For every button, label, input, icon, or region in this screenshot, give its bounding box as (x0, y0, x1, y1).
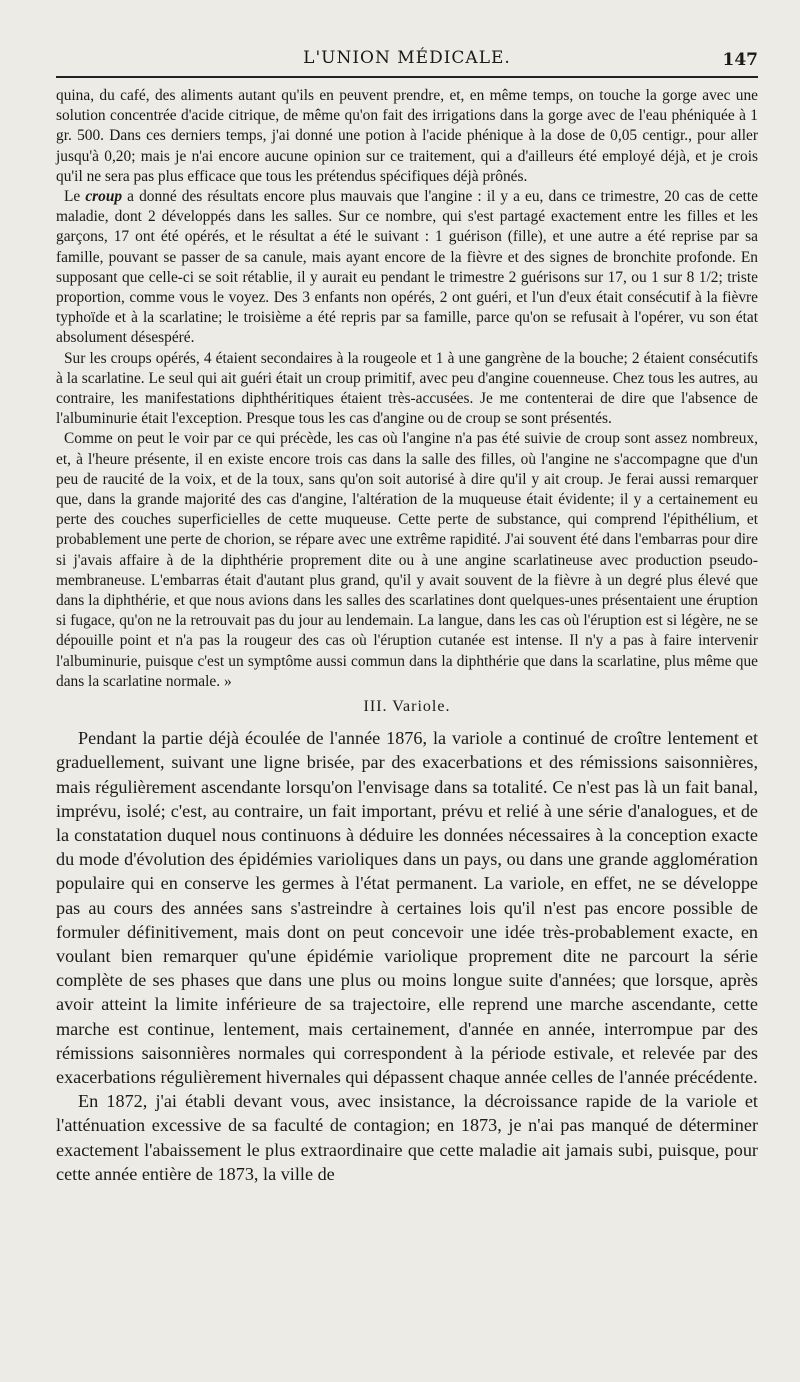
page-number: 147 (722, 50, 758, 70)
quoted-report (56, 86, 758, 692)
paragraph-croup (56, 187, 758, 349)
paragraph-variole-1876: Pendant la partie déjà écoulée de l'année 1876, la variole a continué de croître lentement et graduellement, suivant une ligne brisée, par des exacerbations et des rémissions saisonnières, mais régulièrement ascendante lorsqu'on l'envisage dans sa totalité. Ce n'est pas là un fait banal, imprévu, isolé; c'est, au contraire, un fait important, prévu et relié à une série d'analogues, et de la constatation duquel nous continuons à déduire les données nécessaires à la conception exacte du mode d'évolution des épidémies varioliques dans un pays, ou dans une grande agglomération populaire qui en conserve les germes à l'état permanent. La variole, en effet, ne se développe pas au cours des années sans s'astreindre à certaines lois qu'il n'est pas encore possible de formuler définitivement, mais dont on peut concevoir une idée très-probablement exacte, en voulant bien remarquer qu'une épidémie variolique proprement dite ne parcourt la série complète de ses phases que dans une plus ou moins longue suite d'années; que lorsque, après avoir atteint la limite inférieure de sa trajectoire, elle reprend une marche ascendante, cette marche est continue, lentement, mais certainement, d'année en année, interrompue par des rémissions saisonnières normales qui correspondent à la période estivale, et relevée par des exacerbations régulièrement hivernales qui dépassent chaque année celles de l'année précédente. (56, 728, 758, 1087)
section-heading-variole: III. Variole. (363, 698, 451, 716)
croup-text: a donné des résultats encore plus mauvais que l'angine : il y a eu, dans ce trimestre, 20 cas de cette maladie, dont 2 développés dans les salles. Sur ce nombre, qui s'est partagé exactement entre les filles et les garçons, 17 ont été opérés, et le résultat a été le suivant : 1 guérison (fille), et une autre a été reprise par sa famille, pouvant se passer de sa canule, mais ayant encore de la fièvre et des signes de bronchite profonde. En supposant que celle-ci se soit rétablie, il y aurait eu pendant le trimestre 2 guérisons sur 17, ou 1 sur 8 1/2; triste proportion, comme vous le voyez. Des 3 enfants non opérés, 2 ont guéri, et l'un d'eux était consécutif à la fièvre typhoïde et à la scarlatine; le troisième a été repris par sa famille, parce qu'on se refusait à l'opérer, vu son état absolument désespéré. (56, 188, 758, 347)
paragraph-treatment: quina, du café, des aliments autant qu'ils en peuvent prendre, et, en même temps, on touche la gorge avec une solution concentrée d'acide citrique, de même qu'on fait des irrigations dans la gorge avec de l'eau phéniquée à 1 gr. 500. Dans ces derniers temps, j'ai donné une potion à l'acide phénique à la dose de 0,05 centigr., pour aller jusqu'à 0,20; mais je n'ai encore aucune opinion sur ce traitement, qui a d'ailleurs été employé déjà, et je crois qu'il ne sera pas plus efficace que tous les prétendus spécifiques déjà prônés. (56, 87, 758, 185)
croup-term: croup (85, 188, 123, 206)
header-rule (56, 76, 758, 78)
running-head (56, 44, 758, 74)
paragraph-variole-1872: En 1872, j'ai établi devant vous, avec insistance, la décroissance rapide de la variole et l'atténuation excessive de sa faculté de contagion; en 1873, je n'ai pas manqué de déterminer exactement l'abaissement le plus extraordinaire que cette maladie ait jamais subi, puisque, pour cette année entière de 1873, la ville de (56, 1091, 758, 1184)
main-text (56, 726, 758, 1186)
paragraph-angine: Comme on peut le voir par ce qui précède, les cas où l'angine n'a pas été suivie de croup sont assez nombreux, et, à l'heure présente, il en existe encore trois cas dans la salle des filles, où l'angine ne s'accompagne que d'un peu de raucité de la voix, et de la toux, sans qu'on soit autorisé à dire qu'il y ait croup. Je ferai aussi remarquer que, dans la grande majorité des cas d'angine, l'altération de la muqueuse était évidente; il y a certainement eu perte des couches superficielles de cette muqueuse. Cette perte de substance, qui comprend l'épithélium, et probablement une perte de chorion, se répare avec une extrême rapidité. J'ai souvent été dans l'embarras pour dire si j'avais affaire à de la diphthérie proprement dite ou à une angine scarlatineuse avec production pseudo-membraneuse. L'embarras était d'autant plus grand, qu'il y avait souvent de la fièvre à un degré plus élevé que dans la diphthérie, et que nous avions dans les salles des scarlatines dont quelques-unes présentaient une éruption si fugace, qu'on ne la retrouvait pas du jour au lendemain. La langue, dans les cas où l'éruption est si légère, ne se dépouille point et n'a pas la rougeur des cas où l'éruption cutanée est intense. Il n'y a pas à faire intervenir l'albuminurie, puisque c'est un symptôme aussi commun dans la diphthérie que dans la scarlatine, plus même que dans la scarlatine normale. » (56, 430, 758, 690)
croup-prefix: Le (64, 188, 86, 206)
running-title: L'UNION MÉDICALE. (303, 48, 511, 68)
paragraph-operated-croups: Sur les croups opérés, 4 étaient secondaires à la rougeole et 1 à une gangrène de la bouche; 2 étaient consécutifs à la scarlatine. Le seul qui ait guéri était un croup primitif, avec peu d'angine couenneuse. Chez tous les autres, au contraire, les manifestations diphthéritiques étaient très-accusées. Je me contenterai de dire que l'absence de l'albuminurie était l'exception. Presque tous les cas d'angine ou de croup se sont présentés. (56, 349, 758, 428)
